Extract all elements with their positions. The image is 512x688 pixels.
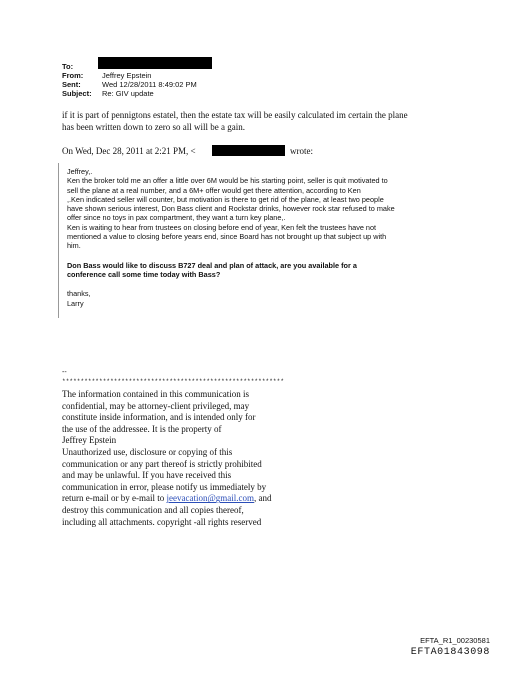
quote-intro-after: wrote: xyxy=(290,146,313,156)
quoted-line: ,.Ken indicated seller will counter, but motivation is there to get rid of the plane, at least two people xyxy=(67,194,384,204)
quote-intro xyxy=(62,146,196,158)
disclaimer-line: destroy this communication and all copies thereof, xyxy=(62,504,244,515)
disclaimer-line: confidential, may be attorney-client privileged, may xyxy=(62,400,250,411)
star-divider: ************************************************************ xyxy=(62,378,285,385)
disclaimer-line: Jeffrey Epstein xyxy=(62,435,117,446)
quoted-closing: thanks, xyxy=(67,289,91,299)
quoted-signature: Larry xyxy=(67,298,84,308)
redaction-bar xyxy=(98,57,212,69)
disclaimer-line: The information contained in this communication is xyxy=(62,389,249,399)
to-label: To: xyxy=(62,62,74,71)
subject-value: Re: GIV update xyxy=(102,89,154,98)
reply-line: if it is part of pennigtons estatel, then the estate tax will be easily calculated im certain the plane xyxy=(62,110,408,120)
reply-body xyxy=(62,110,482,133)
disclaimer-line: communication or any part thereof is strictly prohibited xyxy=(62,458,262,469)
from-label: From: xyxy=(62,71,84,80)
quoted-line: have shown serious interest, Don Bass client and Rockstar drinks, however rock star refused to make xyxy=(67,204,395,214)
sent-label: Sent: xyxy=(62,80,81,89)
bates-number-secondary: EFTA01843098 xyxy=(410,647,490,658)
from-row xyxy=(62,71,151,80)
from-value: Jeffrey Epstein xyxy=(102,71,152,80)
quoted-line: Ken is waiting to hear from trustees on closing before end of year, Ken felt the trustees have not xyxy=(67,222,377,232)
signature-dashes: -- xyxy=(62,369,67,376)
quoted-message xyxy=(58,163,487,318)
quoted-bold-line: conference call some time today with Bass? xyxy=(67,269,221,279)
email-link[interactable]: jeevacation@gmail.com xyxy=(166,493,254,504)
to-row xyxy=(62,62,102,71)
disclaimer-line: Unauthorized use, disclosure or copying of this xyxy=(62,446,233,457)
disclaimer-text xyxy=(62,389,362,528)
quoted-greeting: Jeffrey,. xyxy=(67,167,93,176)
quoted-bold-line: Don Bass would like to discuss B727 deal and plan of attack, are you available for a xyxy=(67,260,357,270)
email-prefix: return e-mail or by e-mail to xyxy=(62,493,167,504)
reply-line: has been written down to zero so all will be a gain. xyxy=(62,121,245,132)
bates-number-primary: EFTA_R1_00230581 xyxy=(420,636,490,645)
email-suffix: , and xyxy=(253,493,272,504)
redaction-bar xyxy=(212,145,285,156)
quoted-line: sell the plane at a real number, and a 6M+ offer would get there attention, according to Ken xyxy=(67,185,361,195)
sent-value: Wed 12/28/2011 8:49:02 PM xyxy=(102,80,197,89)
quoted-line: offer since no toys in pax compartment, they want a turn key plane,. xyxy=(67,213,286,223)
quote-intro-before: On Wed, Dec 28, 2011 at 2:21 PM, < xyxy=(62,146,196,156)
quoted-line: Ken the broker told me an offer a little over 6M would be his starting point, seller is quit motivated to xyxy=(67,176,388,186)
disclaimer-line: constitute inside information, and is intended only for xyxy=(62,412,256,423)
disclaimer-line: including all attachments. copyright -all rights reserved xyxy=(62,516,262,527)
disclaimer-line: and may be unlawful. If you have received this xyxy=(62,470,232,481)
disclaimer-line: the use of the addressee. It is the property of xyxy=(62,423,222,434)
disclaimer-email-line xyxy=(62,493,362,505)
disclaimer-line: communication in error, please notify us immediately by xyxy=(62,481,267,492)
subject-row xyxy=(62,89,154,98)
sent-row xyxy=(62,80,197,89)
subject-label: Subject: xyxy=(62,89,92,98)
quoted-line: mentioned a value to closing before years end, since Board has not brought up that subject up with xyxy=(67,232,387,242)
quoted-line: him. xyxy=(67,241,81,251)
